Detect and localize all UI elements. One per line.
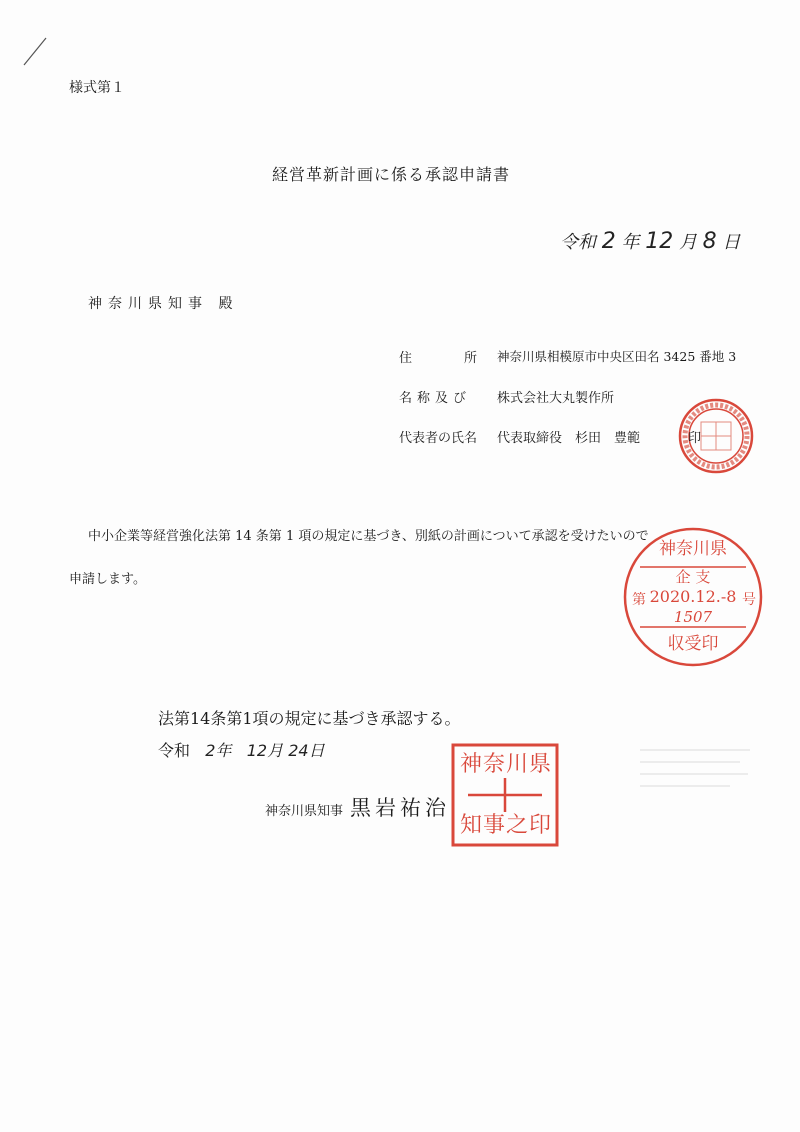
form-number: 様式第１ [69,80,125,96]
address-label-a: 住 [399,351,413,366]
governor-seal [450,742,560,848]
receipt-stamp-bottom-text: 収受印 [667,634,719,654]
body-text-line-2: 申請します。 [69,572,146,587]
governor-seal-char-4: 県 [529,752,552,777]
receipt-stamp-number: 1507 [673,608,713,626]
addressee: 神奈川県知事 殿 [88,296,239,312]
approval-date-month: 12月 [246,741,284,760]
document-title: 経営革新計画に係る承認申請書 [272,165,511,184]
company-name-label: 名称及び [399,391,472,406]
filing-date-month-unit: 月 [678,232,697,253]
governor-seal-char-3: 川 [506,752,529,777]
governor-seal-char-1: 神 [460,752,483,777]
seal-mark: 印 [688,431,702,446]
receipt-stamp [618,522,768,672]
receipt-stamp-suffix: 号 [742,592,756,608]
approval-date-year: 2年 [205,741,232,760]
company-name-value: 株式会社大丸製作所 [497,391,615,406]
faint-bleed-through [630,740,760,800]
receipt-stamp-top-text: 神奈川県 [659,539,727,559]
approval-text: 法第14条第1項の規定に基づき承認する。 [158,709,461,728]
receipt-stamp-date: 2020.12.-8 [649,587,737,606]
approval-date-era: 令和 [158,741,191,760]
filing-date-month: 12 [645,229,674,254]
representative-label: 代表者の氏名 [399,431,478,446]
body-text-line-1: 中小企業等経営強化法第 14 条第 1 項の規定に基づき、別紙の計画について承認を受けたいので [88,529,649,544]
filing-date-day: 8 [702,229,717,254]
approver-name: 黒岩祐治 [350,796,450,820]
filing-date-year: 2 [601,229,616,254]
representative-value: 代表取締役 杉田 豊範 [497,431,641,446]
governor-seal-char-2: 奈 [483,752,506,777]
filing-date [560,228,740,254]
receipt-stamp-prefix: 第 [632,592,646,608]
governor-seal-char-6: 事 [483,813,506,838]
approval-date [158,738,325,761]
approval-date-day: 24日 [288,741,325,760]
governor-seal-char-5: 知 [460,813,483,838]
governor-seal-char-8: 印 [529,813,552,838]
filing-date-year-unit: 年 [621,232,640,253]
address-label [399,347,477,366]
address-value: 神奈川県相模原市中央区田名 3425 番地 3 [497,349,737,364]
filing-date-day-unit: 日 [722,232,741,253]
address-label-b: 所 [464,351,478,366]
pen-mark-icon [22,36,48,66]
governor-seal-char-7: 之 [506,813,529,838]
receipt-stamp-dept: 企 支 [675,568,711,586]
approver-title: 神奈川県知事 [265,804,344,819]
filing-date-era: 令和 [560,232,596,253]
